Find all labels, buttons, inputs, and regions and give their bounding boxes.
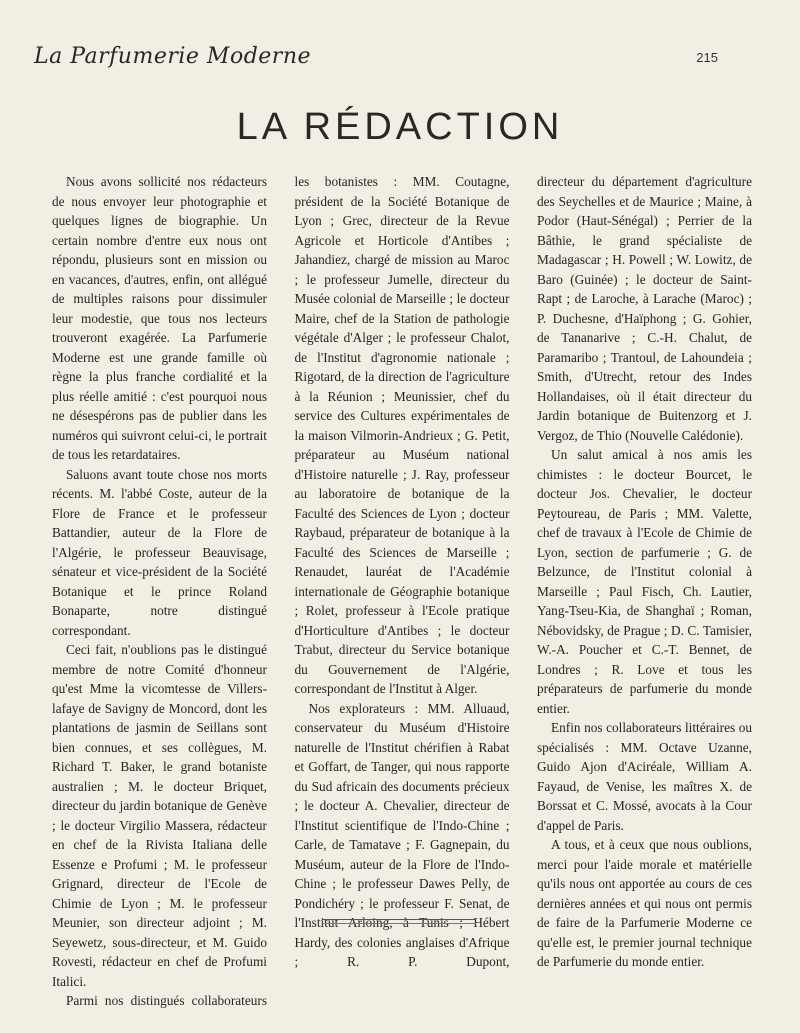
article-body: [52, 172, 752, 1011]
paragraph: Enfin nos collaborateurs littéraires ou spécialisés : MM. Octave Uzanne, Guido Ajon d'Aciréale, William A. Fayaud, de Venise, les maîtres X. de Borssat et C. Mossé, avocats à la Cour d'appel de Paris.: [537, 720, 752, 833]
paragraph: Un salut amical à nos amis les chimistes : le docteur Bourcet, le docteur Jos. Chevalier, le docteur Peytoureau, de Paris ; MM. Valette, chef de travaux à l'Ecole de Chimie de Lyon, section de parfumerie ; G. de Belzunce, de l'Institut colonial à Marseille ; Paul Fisch, Ch. Lautier, Yang-Tseu-Kia, de Shanghaï ; Roman, Nébovidsky, de Prague ; D. C. Tamisier, W.-A. Poucher et C.-T. Bennet, de Londres ; R. Love et tous les préparateurs de parfumerie du monde entier.: [537, 447, 752, 716]
paragraph: A tous, et à ceux que nous oublions, merci pour l'aide morale et matérielle qu'ils nous ont apportée au cours de ces dernières années et qui nous ont permis de faire de la Parfumerie Moderne ce qu'elle est, le premier journal technique de Parfumerie du monde entier.: [537, 837, 752, 969]
page-number: 215: [696, 50, 718, 65]
paragraph: Saluons avant toute chose nos morts récents. M. l'abbé Coste, auteur de la Flore de France et le professeur Battandier, auteur de la Flore de l'Algérie, le professeur Beauvisage, sénateur et vice-président de la Société Botanique et le prince Roland Bonaparte, notre distingué correspondant.: [52, 466, 267, 638]
column-middle: [295, 172, 510, 1011]
closing-rule-lower: [322, 923, 476, 924]
paragraph: Ceci fait, n'oublions pas le distingué membre de notre Comité d'honneur qu'est Mme la vicomtesse de Villers-lafaye de Savigny de Moncord, dont les plantations de jasmin de Seillans sont bien connues, et ses collègues, M. Richard T. Baker, le grand botaniste australien ; M. le docteur Briquet, directeur du jardin botanique de Genève ; le docteur Virgilio Massera, rédacteur en chef de la Rivista Italiana delle Essenze e Profumi ; M. le professeur Grignard, directeur de l'Ecole de Chimie de Lyon ; M. le professeur Meunier, son directeur adjoint ; M. Seyewetz, sous-directeur, et M. Guido Rovesti, rédacteur en chef de Profumi Italici.: [52, 642, 267, 989]
column-left: [52, 172, 267, 1011]
paragraph: Nos explorateurs : MM. Alluaud, conservateur du Muséum d'Histoire naturelle de l'Institut chérifien à Rabat et Goffart, de Tanger, qui nous rapporte du Sud africain des documents précieux ; le docteur A. Chevalier, directeur de l'Institut scientifique de l'Indo-Chine ; Carle, de Tamatave ; F. Gagnepain, du Muséum, auteur de la Flore de l'Indo-Chine ; le professeur Dawes Pelly, de Pondichéry ; le professeur F. Senat, de l'Institut Arloing, à Tunis ; Hébert Hardy, des colonies anglaises d'Afrique ; R. P. Dupont,: [294, 700, 510, 969]
closing-rule: [322, 919, 476, 920]
article-title: LA RÉDACTION: [236, 106, 564, 148]
masthead: La Parfumerie Moderne: [34, 44, 312, 69]
column-right: [537, 172, 752, 1011]
paragraph: directeur du département d'agriculture des Seychelles et de Maurice ; Maine, à Podor (Haut-Sénégal) ; Perrier de la Bâthie, le grand spécialiste de Madagascar ; H. Powell ; W. Lowitz, de Baro (Guinée) ; le docteur de Saint-Rapt ; de Laroche, à Larache (Maroc) ; P. Duchesne, d'Haïphong ; G. Gohier, de Tananarive ; C.-H. Chalut, de Paramaribo ; Trantoul, de Lahoundeia ; Smith, d'Utrecht, retour des Indes Hollandaises, où il était directeur du Jardin botanique de Buitenzorg et J. Vergoz, de Thio (Nouvelle Calédonie).: [537, 174, 752, 443]
paragraph: Nous avons sollicité nos rédacteurs de nous envoyer leur photographie et quelques lignes de biographie. Un certain nombre d'entre eux nous ont répondu, plusieurs sont en mission ou en vacances, d'autres, enfin, ont allégué de multiples raisons pour dissimuler leur modestie, que tous nos lecteurs trouveront exagérée. La Parfumerie Moderne est une grande famille où règne la plus franche cordialité et la plus réelle amitié : c'est pourquoi nous ne désespérons pas de publier dans les numéros qui suivront celui-ci, le portrait de tous les retardataires.: [52, 174, 267, 462]
paragraph: les botanistes : MM. Coutagne, président de la Société Botanique de Lyon ; Grec, directeur de la Revue Agricole et Horticole d'Antibes ; Jahandiez, chargé de mission au Maroc ; le professeur Jumelle, directeur du Musée colonial de Marseille ; le docteur Maire, chef de la Station de pathologie végétale d'Alger ; le professeur Chalot, de l'Institut d'agronomie nationale ; Rigotard, de la direction de l'agriculture à la Réunion ; Meunissier, chef du service des Cultures expérimentales de la maison Vilmorin-Andrieux ; G. Petit, préparateur au Muséum national d'Histoire naturelle ; J. Ray, professeur au laboratoire de botanique de la Faculté des Sciences de Lyon ; docteur Raybaud, préparateur de botanique à la Faculté des Sciences de Marseille ; Renaudet, lauréat de l'Académie internationale de Géographie botanique ; Rolet, professeur à l'Ecole pratique d'Horticulture d'Antibes ; le docteur Trabut, directeur du Service botanique du Gouvernement de l'Algérie, correspondant de l'Institut à Alger.: [294, 174, 510, 696]
paragraph: Parmi nos distingués collaborateurs: [66, 993, 267, 1008]
